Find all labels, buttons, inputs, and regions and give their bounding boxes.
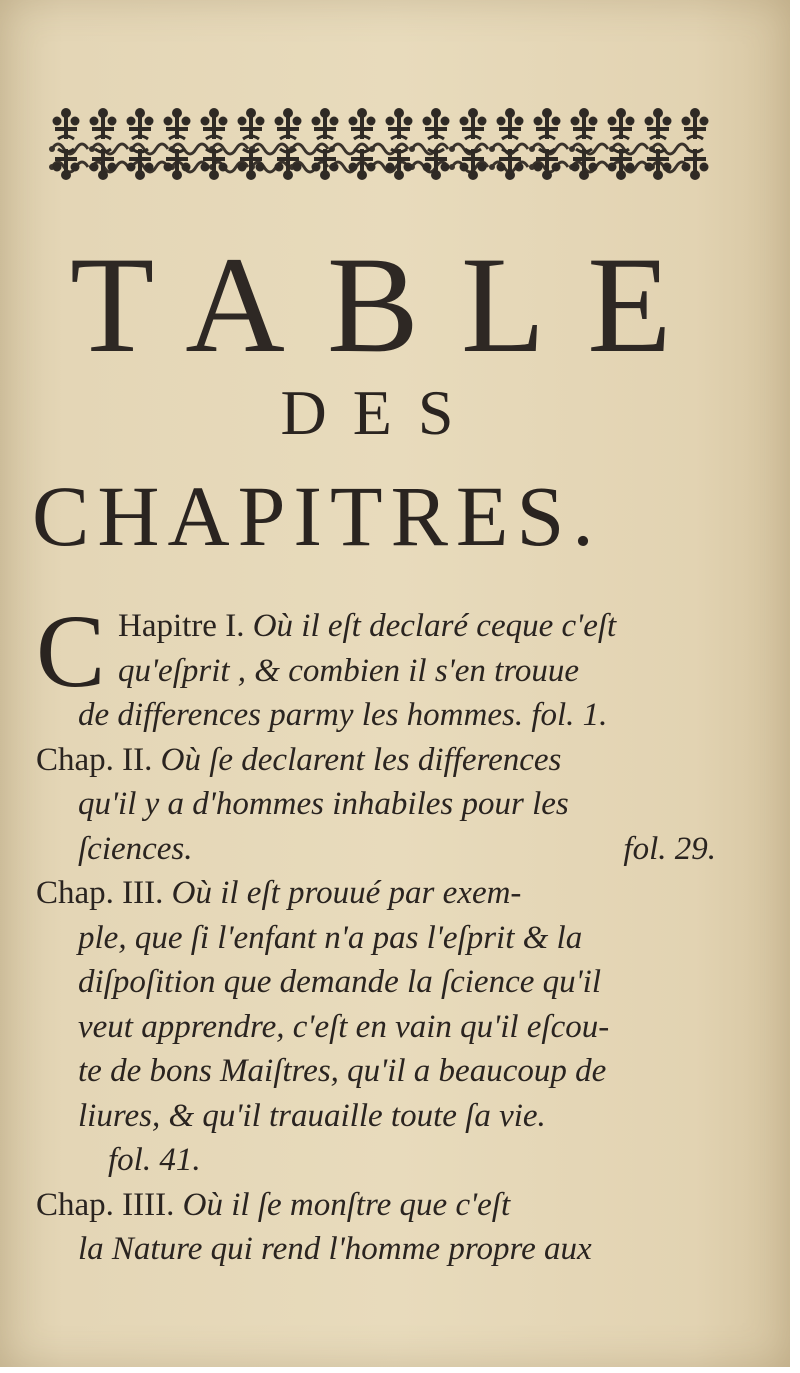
entry-text: Où il eſt prouué par exem-	[163, 875, 522, 911]
entry-line	[36, 960, 716, 1005]
chapter-list	[36, 594, 716, 1272]
entry-text: Où ſe declarent les differences	[152, 741, 562, 778]
entry-text: diſpoſition que demande la ſcience qu'il	[78, 964, 602, 1000]
title-chapitres: CHAPITRES.	[32, 468, 602, 564]
entry-text: ple, que ſi l'enfant n'a pas l'eſprit & la	[78, 919, 583, 956]
chapter-entry-3	[36, 871, 716, 1183]
entry-text: de differences parmy les hommes. fol. 1.	[78, 697, 608, 733]
entry-text: Où il ſe monſtre que c'eſt	[174, 1186, 511, 1223]
entry-line	[36, 1049, 716, 1094]
entry-line	[36, 1005, 716, 1050]
entry-text: liures, & qu'il trauaille toute ſa vie.	[78, 1097, 546, 1134]
chapter-entry-1	[36, 594, 716, 738]
entry-line	[36, 827, 716, 872]
title-table: TABLE	[70, 228, 714, 381]
entry-line	[36, 1227, 716, 1272]
entry-text: qu'eſprit , & combien il s'en trouue	[118, 652, 580, 689]
entry-heading: Hapitre I.	[118, 608, 245, 644]
fleuron-ornament-band	[48, 95, 714, 217]
folio-reference: fol. 41.	[108, 1142, 201, 1178]
entry-heading: Chap. II.	[36, 741, 153, 778]
entry-line	[36, 604, 716, 649]
entry-text: qu'il y a d'hommes inhabiles pour les	[78, 786, 569, 822]
entry-text: la Nature qui rend l'homme propre aux	[78, 1231, 592, 1267]
chapter-entry-2	[36, 738, 716, 872]
entry-line	[36, 693, 716, 738]
title-des: DES	[280, 377, 480, 448]
entry-text: ſciences.	[78, 830, 193, 867]
entry-line	[36, 649, 716, 694]
entry-text: Où il eſt declaré ceque c'eſt	[244, 608, 617, 644]
entry-line	[36, 916, 716, 961]
folio-reference: fol. 29.	[623, 830, 716, 867]
entry-text: te de bons Maiſtres, qu'il a beaucoup de	[78, 1053, 607, 1089]
drop-cap: C	[36, 594, 106, 709]
entry-line	[36, 782, 716, 827]
entry-line	[36, 871, 716, 916]
entry-line	[36, 1094, 716, 1139]
entry-text: veut apprendre, c'eſt en vain qu'il eſcou-	[78, 1008, 610, 1045]
entry-line	[36, 738, 716, 783]
entry-heading: Chap. III.	[36, 875, 164, 911]
entry-line	[36, 1183, 716, 1228]
entry-heading: Chap. IIII.	[36, 1186, 175, 1223]
entry-line	[36, 1138, 716, 1183]
chapter-entry-4	[36, 1183, 716, 1272]
